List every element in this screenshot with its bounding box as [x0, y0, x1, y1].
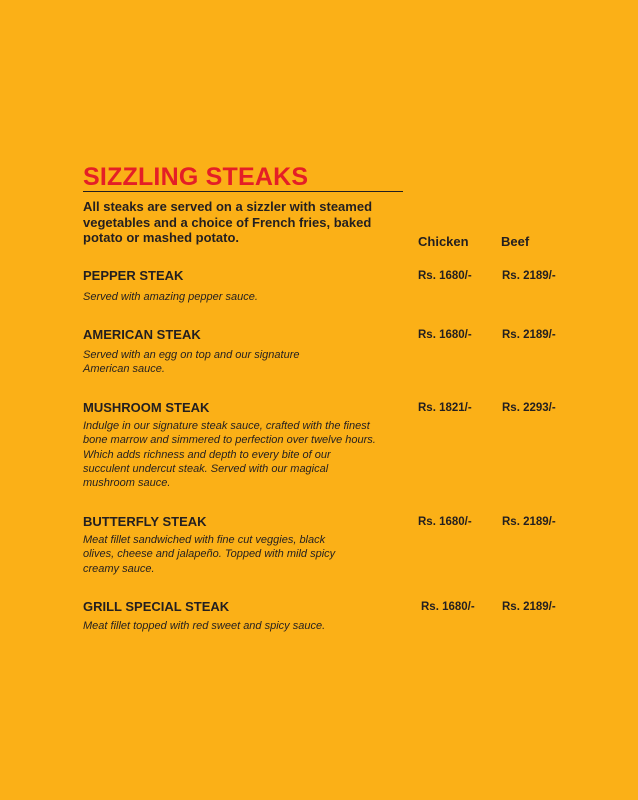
item-description: Indulge in our signature steak sauce, crafted with the finest bone marrow and simmered to perfection over twelve hours. Which adds richness and depth to every bite of our succulent undercut steak. Served with our magical mushroom sauce. [83, 420, 376, 490]
menu-intro: All steaks are served on a sizzler with steamed vegetables and a choice of French fries, baked potato or mashed potato. [83, 199, 373, 245]
item-description: Served with amazing pepper sauce. [83, 291, 258, 303]
column-header-chicken: Chicken [418, 234, 469, 249]
menu-title: SIZZLING STEAKS [83, 163, 309, 191]
item-price-beef: Rs. 2293/- [502, 402, 556, 414]
item-price-beef: Rs. 2189/- [502, 270, 556, 282]
item-name: MUSHROOM STEAK [83, 400, 210, 415]
item-name: BUTTERFLY STEAK [83, 514, 207, 529]
item-price-chicken: Rs. 1680/- [418, 516, 472, 528]
item-price-beef: Rs. 2189/- [502, 329, 556, 341]
item-name: PEPPER STEAK [83, 268, 184, 283]
item-price-chicken: Rs. 1680/- [418, 329, 472, 341]
item-name: AMERICAN STEAK [83, 327, 201, 342]
title-underline [83, 191, 403, 192]
column-header-beef: Beef [501, 234, 530, 249]
item-description: Served with an egg on top and our signature American sauce. [83, 349, 300, 376]
item-price-beef: Rs. 2189/- [502, 601, 556, 613]
item-description: Meat fillet topped with red sweet and spicy sauce. [83, 620, 326, 632]
item-price-beef: Rs. 2189/- [502, 516, 556, 528]
item-name: GRILL SPECIAL STEAK [83, 599, 230, 614]
item-description: Meat fillet sandwiched with fine cut veggies, black olives, cheese and jalapeño. Topped with mild spicy creamy sauce. [83, 534, 336, 575]
item-price-chicken: Rs. 1680/- [418, 270, 472, 282]
item-price-chicken: Rs. 1680/- [421, 601, 475, 613]
item-price-chicken: Rs. 1821/- [418, 402, 472, 414]
